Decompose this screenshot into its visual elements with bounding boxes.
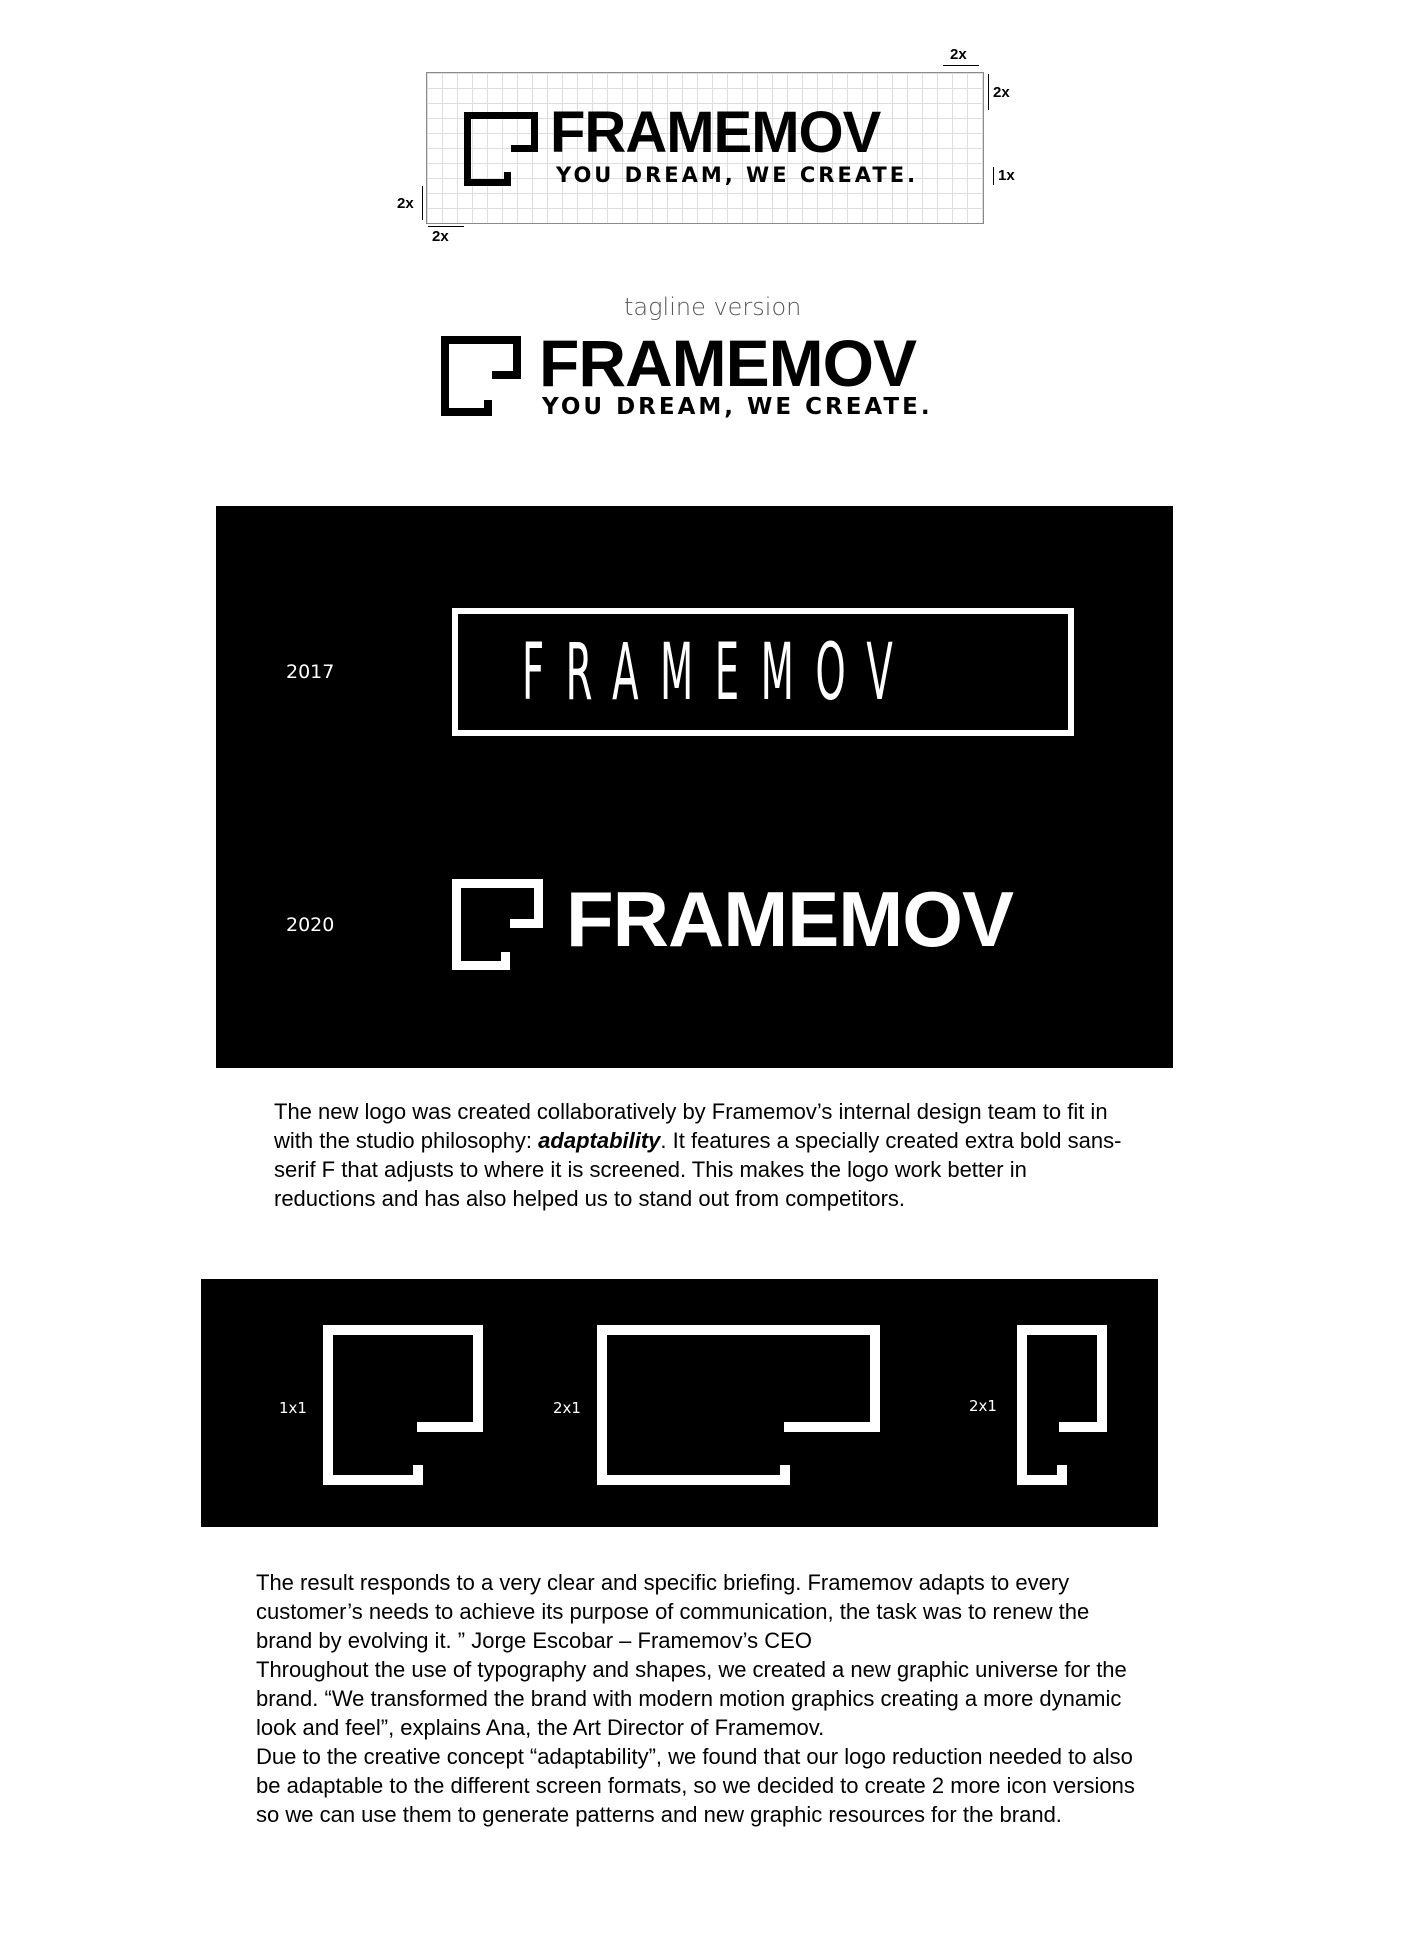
brand-story-paragraph: The result responds to a very clear and specific briefing. Framemov adapts to every customer’s needs to achieve its purpose of communication, the task was to renew the brand by evolving it. ” Jorge Escobar – Framemov’s CEO bbox=[256, 1570, 1090, 1653]
tagline-wordmark: FRAMEMOV bbox=[539, 326, 916, 400]
logo-evolution-panel bbox=[216, 506, 1173, 1068]
measure-line-top bbox=[943, 65, 979, 66]
measure-top-label: 2x bbox=[950, 46, 967, 63]
measure-right-label: 2x bbox=[993, 84, 1010, 101]
brand-story-paragraph: Throughout the use of typography and shapes, we created a new graphic universe for the brand. “We transformed the brand with modern motion graphics creating a more dynamic look and feel”, explains Ana, the Art Director of Framemov. bbox=[256, 1657, 1127, 1740]
year-2020-label: 2020 bbox=[286, 914, 335, 936]
description-text-end: . It features a specially created extra bold sans-serif F that adjusts to where it is screened. This makes the logo work better in reductions and has also helped us to stand out from competitors. bbox=[274, 1128, 1122, 1211]
year-2017-label: 2017 bbox=[286, 661, 335, 683]
new-wordmark: FRAMEMOV bbox=[566, 875, 1013, 963]
icon-versions-panel bbox=[201, 1279, 1158, 1527]
ratio-wide-label: 2x1 bbox=[553, 1399, 581, 1417]
old-wordmark: FRAMEMOV bbox=[522, 628, 915, 718]
construction-diagram bbox=[0, 0, 1406, 250]
logo-description bbox=[274, 1097, 1134, 1213]
ratio-square-label: 1x1 bbox=[279, 1399, 307, 1417]
measure-bottom-label: 2x bbox=[432, 228, 449, 245]
square-icon bbox=[323, 1325, 483, 1485]
grid-wordmark: FRAMEMOV bbox=[550, 100, 881, 165]
brand-story-paragraph: Due to the creative concept “adaptability”, we found that our logo reduction needed to also be adaptable to the different screen formats, so we decided to create 2 more icon versions so we can use them to generate patterns and new graphic resources for the brand. bbox=[256, 1744, 1135, 1827]
frame-f-icon bbox=[464, 112, 538, 186]
wide-icon bbox=[597, 1325, 880, 1485]
measure-line-tagline bbox=[993, 167, 994, 185]
tagline-version-caption: tagline version bbox=[624, 293, 802, 321]
measure-tagline-label: 1x bbox=[998, 167, 1015, 184]
tall-icon bbox=[1017, 1325, 1107, 1485]
grid-tagline: YOU DREAM, WE CREATE. bbox=[556, 163, 919, 187]
measure-left-label: 2x bbox=[397, 195, 414, 212]
measure-line-left bbox=[422, 186, 423, 220]
measure-line-right bbox=[988, 74, 989, 110]
tagline-text: YOU DREAM, WE CREATE. bbox=[542, 394, 933, 420]
brand-story bbox=[256, 1568, 1141, 1829]
frame-f-icon bbox=[441, 336, 521, 416]
measure-line-bottom bbox=[428, 226, 464, 227]
description-text-start: The new logo was created collaboratively by Framemov’s internal design team to fit in with the studio philosophy: bbox=[274, 1099, 1108, 1153]
frame-f-icon bbox=[452, 879, 543, 970]
ratio-tall-label: 2x1 bbox=[969, 1397, 997, 1415]
adaptability-emphasis: adaptability bbox=[538, 1128, 661, 1153]
